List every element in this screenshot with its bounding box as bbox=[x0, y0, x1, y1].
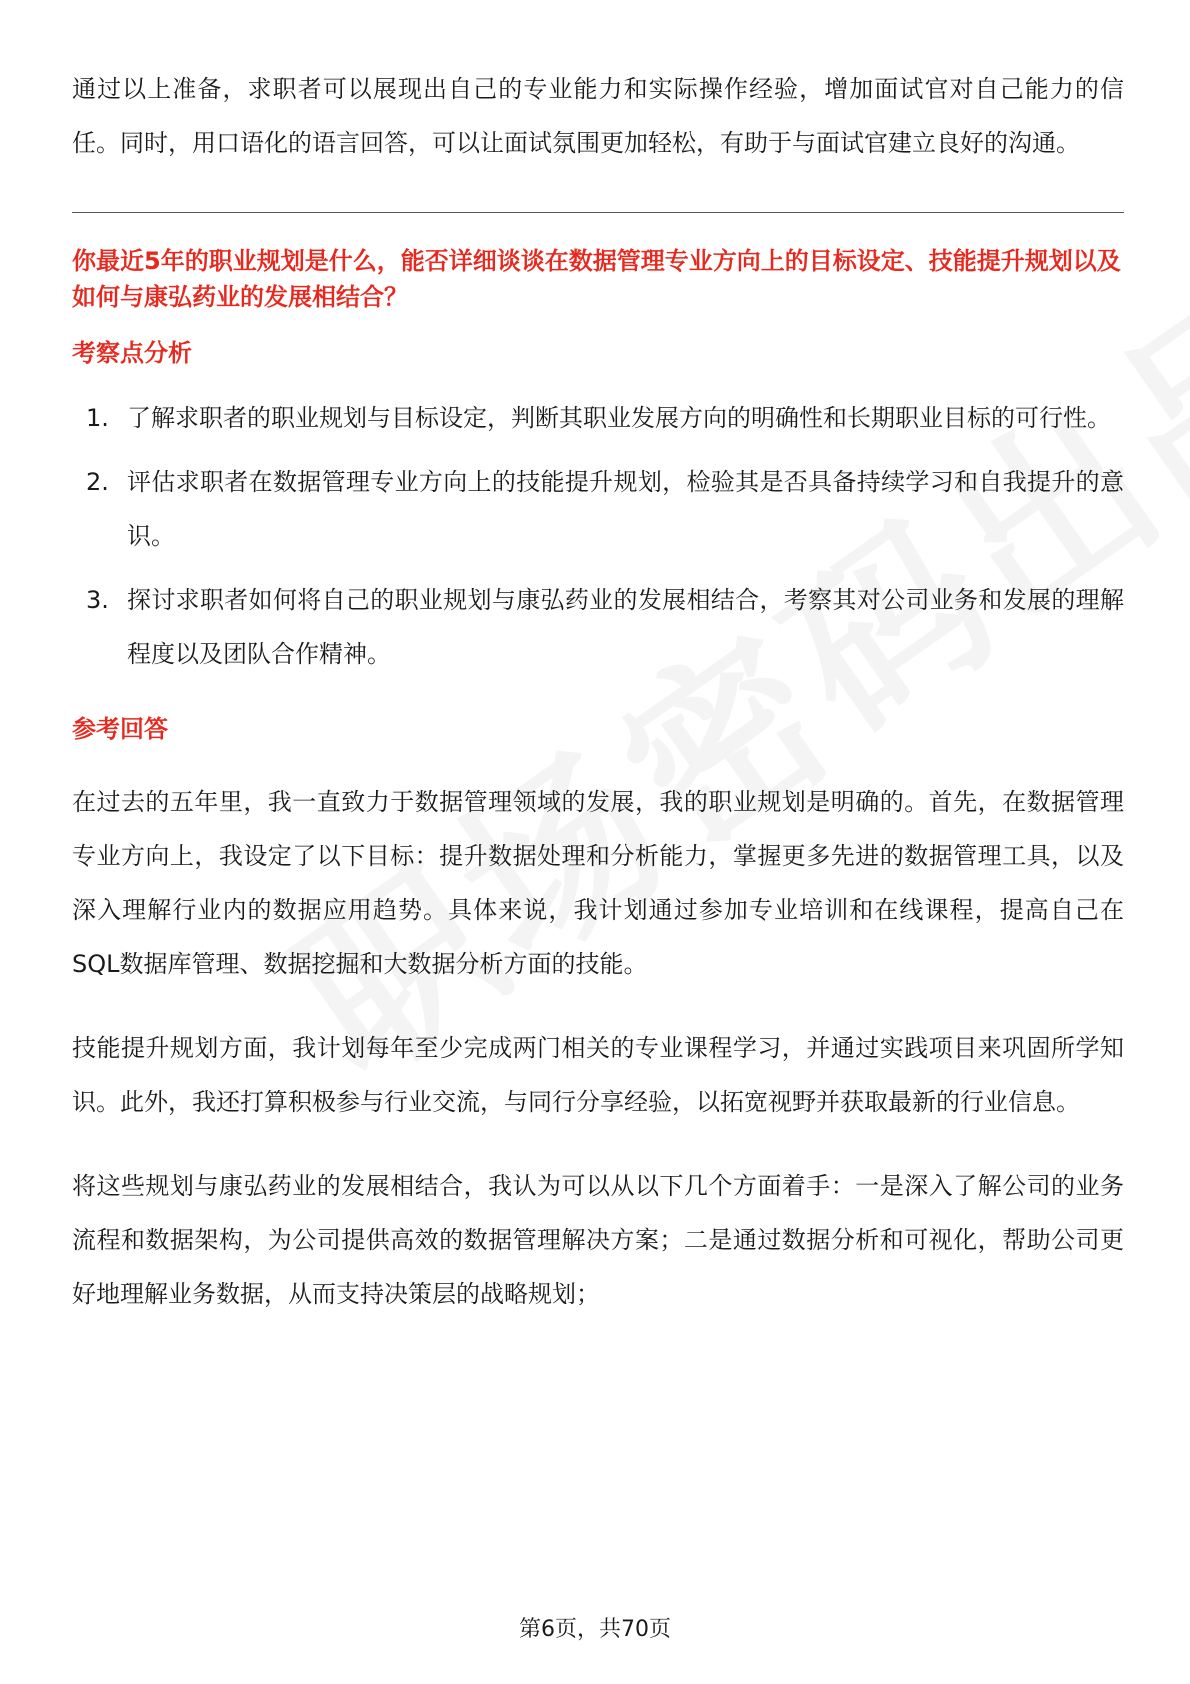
list-item-number: 1. bbox=[86, 404, 109, 432]
list-item-number: 3. bbox=[86, 586, 109, 614]
question-heading: 你最近5年的职业规划是什么，能否详细谈谈在数据管理专业方向上的目标设定、技能提升规划以及如何与康弘药业的发展相结合？ bbox=[72, 247, 1121, 311]
intro-paragraph: 通过以上准备，求职者可以展现出自己的专业能力和实际操作经验，增加面试官对自己能力的信任。同时，用口语化的语言回答，可以让面试氛围更加轻松，有助于与面试官建立良好的沟通。 bbox=[72, 75, 1124, 157]
analysis-title: 考察点分析 bbox=[72, 339, 192, 367]
answer-paragraph: 技能提升规划方面，我计划每年至少完成两门相关的专业课程学习，并通过实践项目来巩固所学知识。此外，我还打算积极参与行业交流，与同行分享经验，以拓宽视野并获取最新的行业信息。 bbox=[72, 1034, 1124, 1116]
page-content bbox=[72, 62, 1124, 1321]
section-divider bbox=[72, 212, 1124, 213]
list-item-text: 探讨求职者如何将自己的职业规划与康弘药业的发展相结合，考察其对公司业务和发展的理解程度以及团队合作精神。 bbox=[127, 586, 1124, 668]
list-item bbox=[72, 573, 1124, 681]
answer-paragraph: 在过去的五年里，我一直致力于数据管理领域的发展，我的职业规划是明确的。首先，在数据管理专业方向上，我设定了以下目标：提升数据处理和分析能力，掌握更多先进的数据管理工具，以及深入理解行业内的数据应用趋势。具体来说，我计划通过参加专业培训和在线课程，提高自己在SQL数据库管理、数据挖掘和大数据分析方面的技能。 bbox=[72, 788, 1124, 978]
list-item-text: 评估求职者在数据管理专业方向上的技能提升规划，检验其是否具备持续学习和自我提升的意识。 bbox=[127, 468, 1124, 550]
answer-paragraph: 将这些规划与康弘药业的发展相结合，我认为可以从以下几个方面着手：一是深入了解公司的业务流程和数据架构，为公司提供高效的数据管理解决方案；二是通过数据分析和可视化，帮助公司更好地理解业务数据，从而支持决策层的战略规划； bbox=[72, 1172, 1124, 1308]
list-item bbox=[72, 455, 1124, 563]
analysis-points-list bbox=[72, 391, 1124, 681]
list-item bbox=[72, 391, 1124, 445]
list-item-number: 2. bbox=[86, 468, 109, 496]
answer-title: 参考回答 bbox=[72, 715, 168, 743]
page-number-footer: 第6页，共70页 bbox=[519, 1617, 671, 1642]
list-item-text: 了解求职者的职业规划与目标设定，判断其职业发展方向的明确性和长期职业目标的可行性。 bbox=[127, 404, 1111, 432]
